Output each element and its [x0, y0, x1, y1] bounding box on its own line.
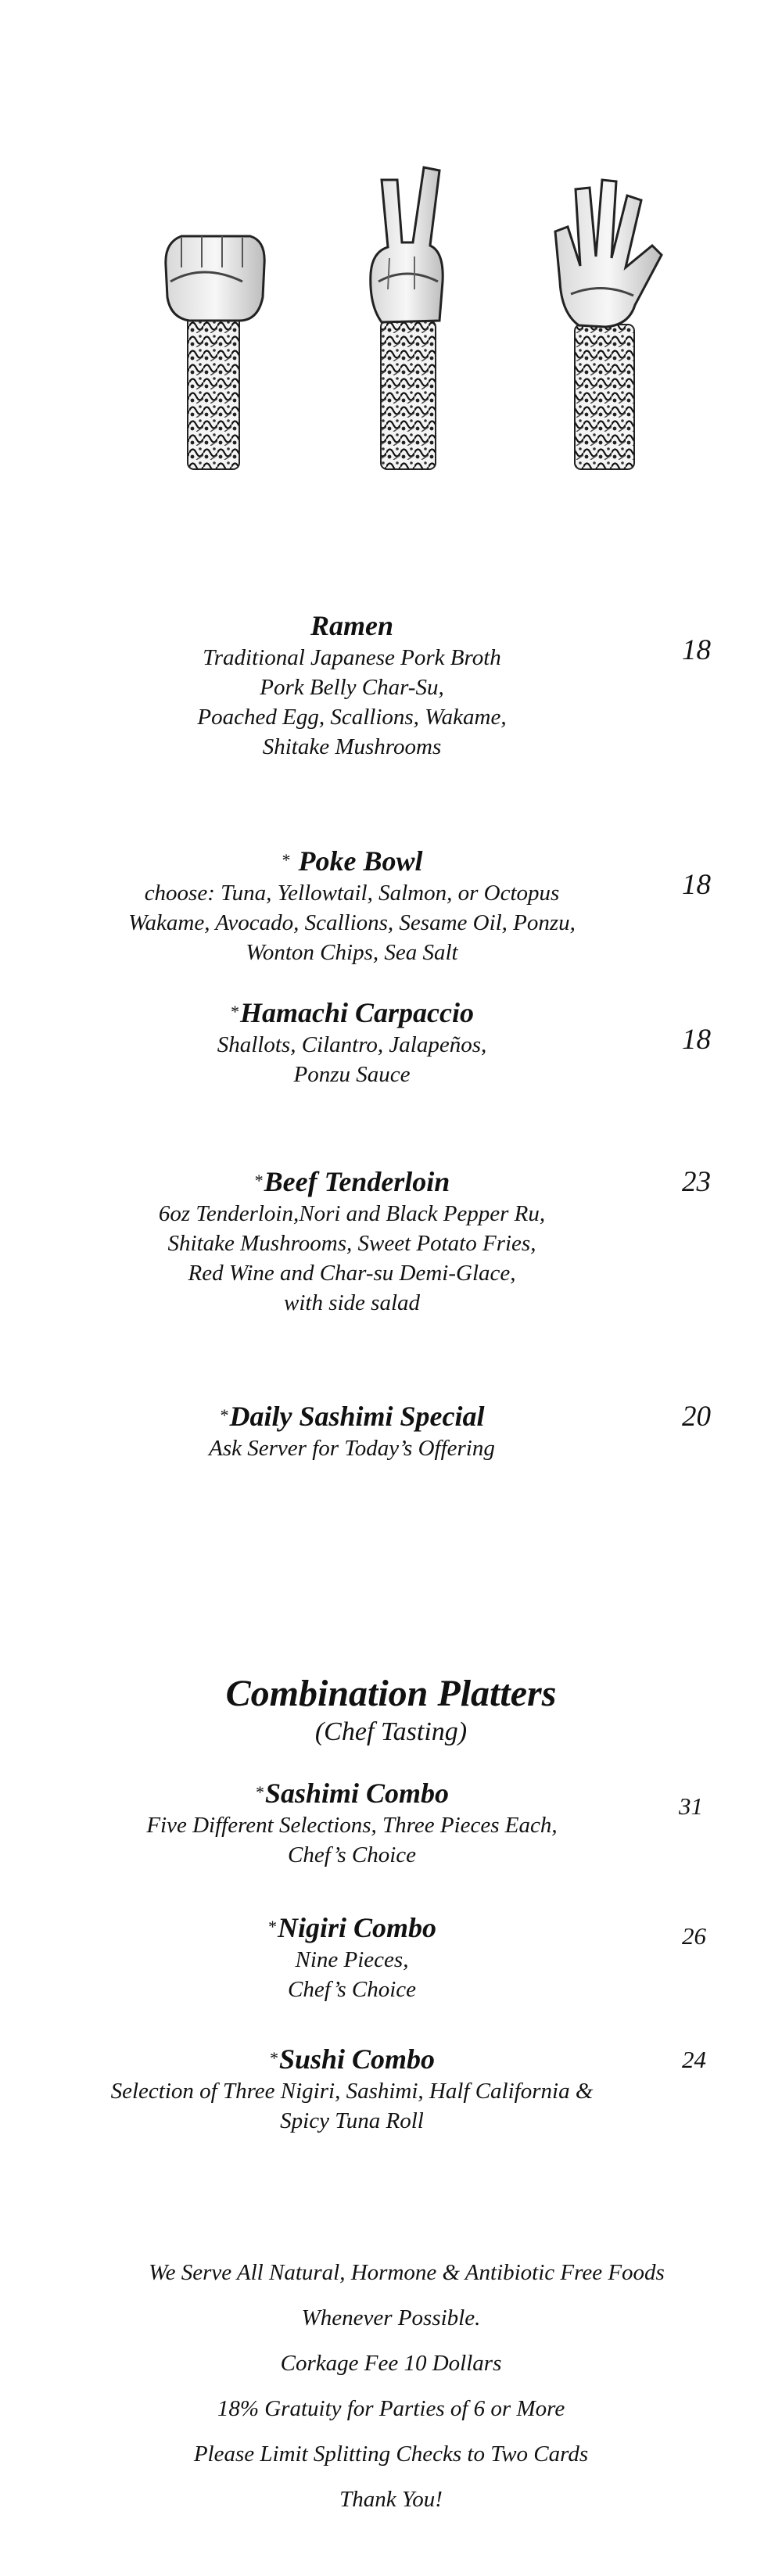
- item-desc-line: Poached Egg, Scallions, Wakame,: [197, 705, 507, 730]
- item-name: Daily Sashimi Special: [229, 1401, 485, 1432]
- menu-item-nigiri-combo: [196, 1910, 508, 2004]
- raw-food-asterisk: *: [267, 1917, 276, 1936]
- item-price: 20: [682, 1401, 711, 1433]
- menu-item-hamachi-carpaccio: [149, 995, 555, 1089]
- raw-food-asterisk: *: [254, 1782, 264, 1802]
- menu-item-sashimi-combo: [86, 1775, 618, 1870]
- raw-food-asterisk: *: [253, 1171, 263, 1190]
- raw-food-asterisk: *: [268, 2048, 278, 2068]
- footer-note: Whenever Possible.: [301, 2305, 481, 2330]
- item-desc-line: Spicy Tuna Roll: [280, 2108, 424, 2133]
- item-desc-line: Nine Pieces,: [295, 1947, 409, 1972]
- item-desc-line: choose: Tuna, Yellowtail, Salmon, or Octopus: [144, 881, 560, 906]
- footer-note: We Serve All Natural, Hormone & Antibiotic Free Foods: [149, 2260, 665, 2285]
- item-desc-line: Chef’s Choice: [287, 1842, 417, 1867]
- item-desc-line: Wonton Chips, Sea Salt: [246, 940, 458, 965]
- item-desc-line: Red Wine and Char-su Demi-Glace,: [188, 1261, 516, 1286]
- item-desc-line: Traditional Japanese Pork Broth: [203, 645, 501, 670]
- menu-item-ramen: [149, 608, 555, 762]
- item-desc-line: Chef’s Choice: [287, 1977, 417, 2002]
- item-price: 18: [682, 1024, 711, 1056]
- raw-food-asterisk: *: [219, 1405, 228, 1425]
- item-price: 18: [682, 869, 711, 901]
- item-name: Beef Tenderloin: [264, 1166, 450, 1197]
- footer-note: Please Limit Splitting Checks to Two Cards: [193, 2441, 589, 2467]
- menu-item-sushi-combo: [63, 2041, 641, 2136]
- item-name: Hamachi Carpaccio: [240, 997, 474, 1028]
- raw-food-asterisk: *: [281, 850, 290, 870]
- menu-item-daily-sashimi-special: [133, 1398, 571, 1463]
- raw-food-asterisk: *: [230, 1002, 239, 1021]
- fist-hand-icon: [166, 236, 264, 469]
- item-price: 24: [682, 2046, 706, 2073]
- item-desc-line: Shitake Mushrooms, Sweet Potato Fries,: [167, 1231, 536, 1256]
- item-name: Nigiri Combo: [277, 1912, 437, 1943]
- rock-paper-scissors-hands-icon: [133, 164, 680, 477]
- item-desc-line: Shallots, Cilantro, Jalapeños,: [217, 1032, 487, 1057]
- section-title: Combination Platters: [225, 1673, 557, 1714]
- menu-item-poke-bowl: [78, 843, 626, 967]
- peace-sign-hand-icon: [371, 167, 443, 469]
- item-desc-line: Ask Server for Today’s Offering: [209, 1436, 495, 1461]
- section-subtitle: (Chef Tasting): [314, 1717, 468, 1746]
- item-price: 23: [682, 1166, 711, 1198]
- item-desc-line: Pork Belly Char-Su,: [260, 675, 444, 700]
- item-name: Sashimi Combo: [264, 1778, 450, 1809]
- item-desc-line: 6oz Tenderloin,Nori and Black Pepper Ru,: [158, 1201, 546, 1226]
- item-desc-line: Shitake Mushrooms: [262, 734, 442, 759]
- footer-note: Corkage Fee 10 Dollars: [280, 2351, 502, 2376]
- open-hand-icon: [555, 180, 662, 469]
- item-name: Ramen: [310, 610, 393, 641]
- item-name: Poke Bowl: [298, 845, 423, 877]
- footer-note: 18% Gratuity for Parties of 6 or More: [217, 2396, 565, 2421]
- item-desc-line: Selection of Three Nigiri, Sashimi, Half California &: [110, 2079, 594, 2104]
- item-price: 26: [682, 1922, 706, 1950]
- menu-item-beef-tenderloin: [94, 1164, 610, 1318]
- item-price: 18: [682, 634, 711, 666]
- combo-section-header: [117, 1672, 665, 1749]
- item-price: 31: [679, 1792, 703, 1820]
- item-name: Sushi Combo: [278, 2043, 436, 2075]
- footer-note: Thank You!: [339, 2487, 443, 2512]
- item-desc-line: Five Different Selections, Three Pieces Each,: [146, 1813, 558, 1838]
- item-desc-line: Wakame, Avocado, Scallions, Sesame Oil, Ponzu,: [128, 910, 576, 935]
- item-desc-line: with side salad: [283, 1290, 420, 1315]
- item-desc-line: Ponzu Sauce: [293, 1062, 411, 1087]
